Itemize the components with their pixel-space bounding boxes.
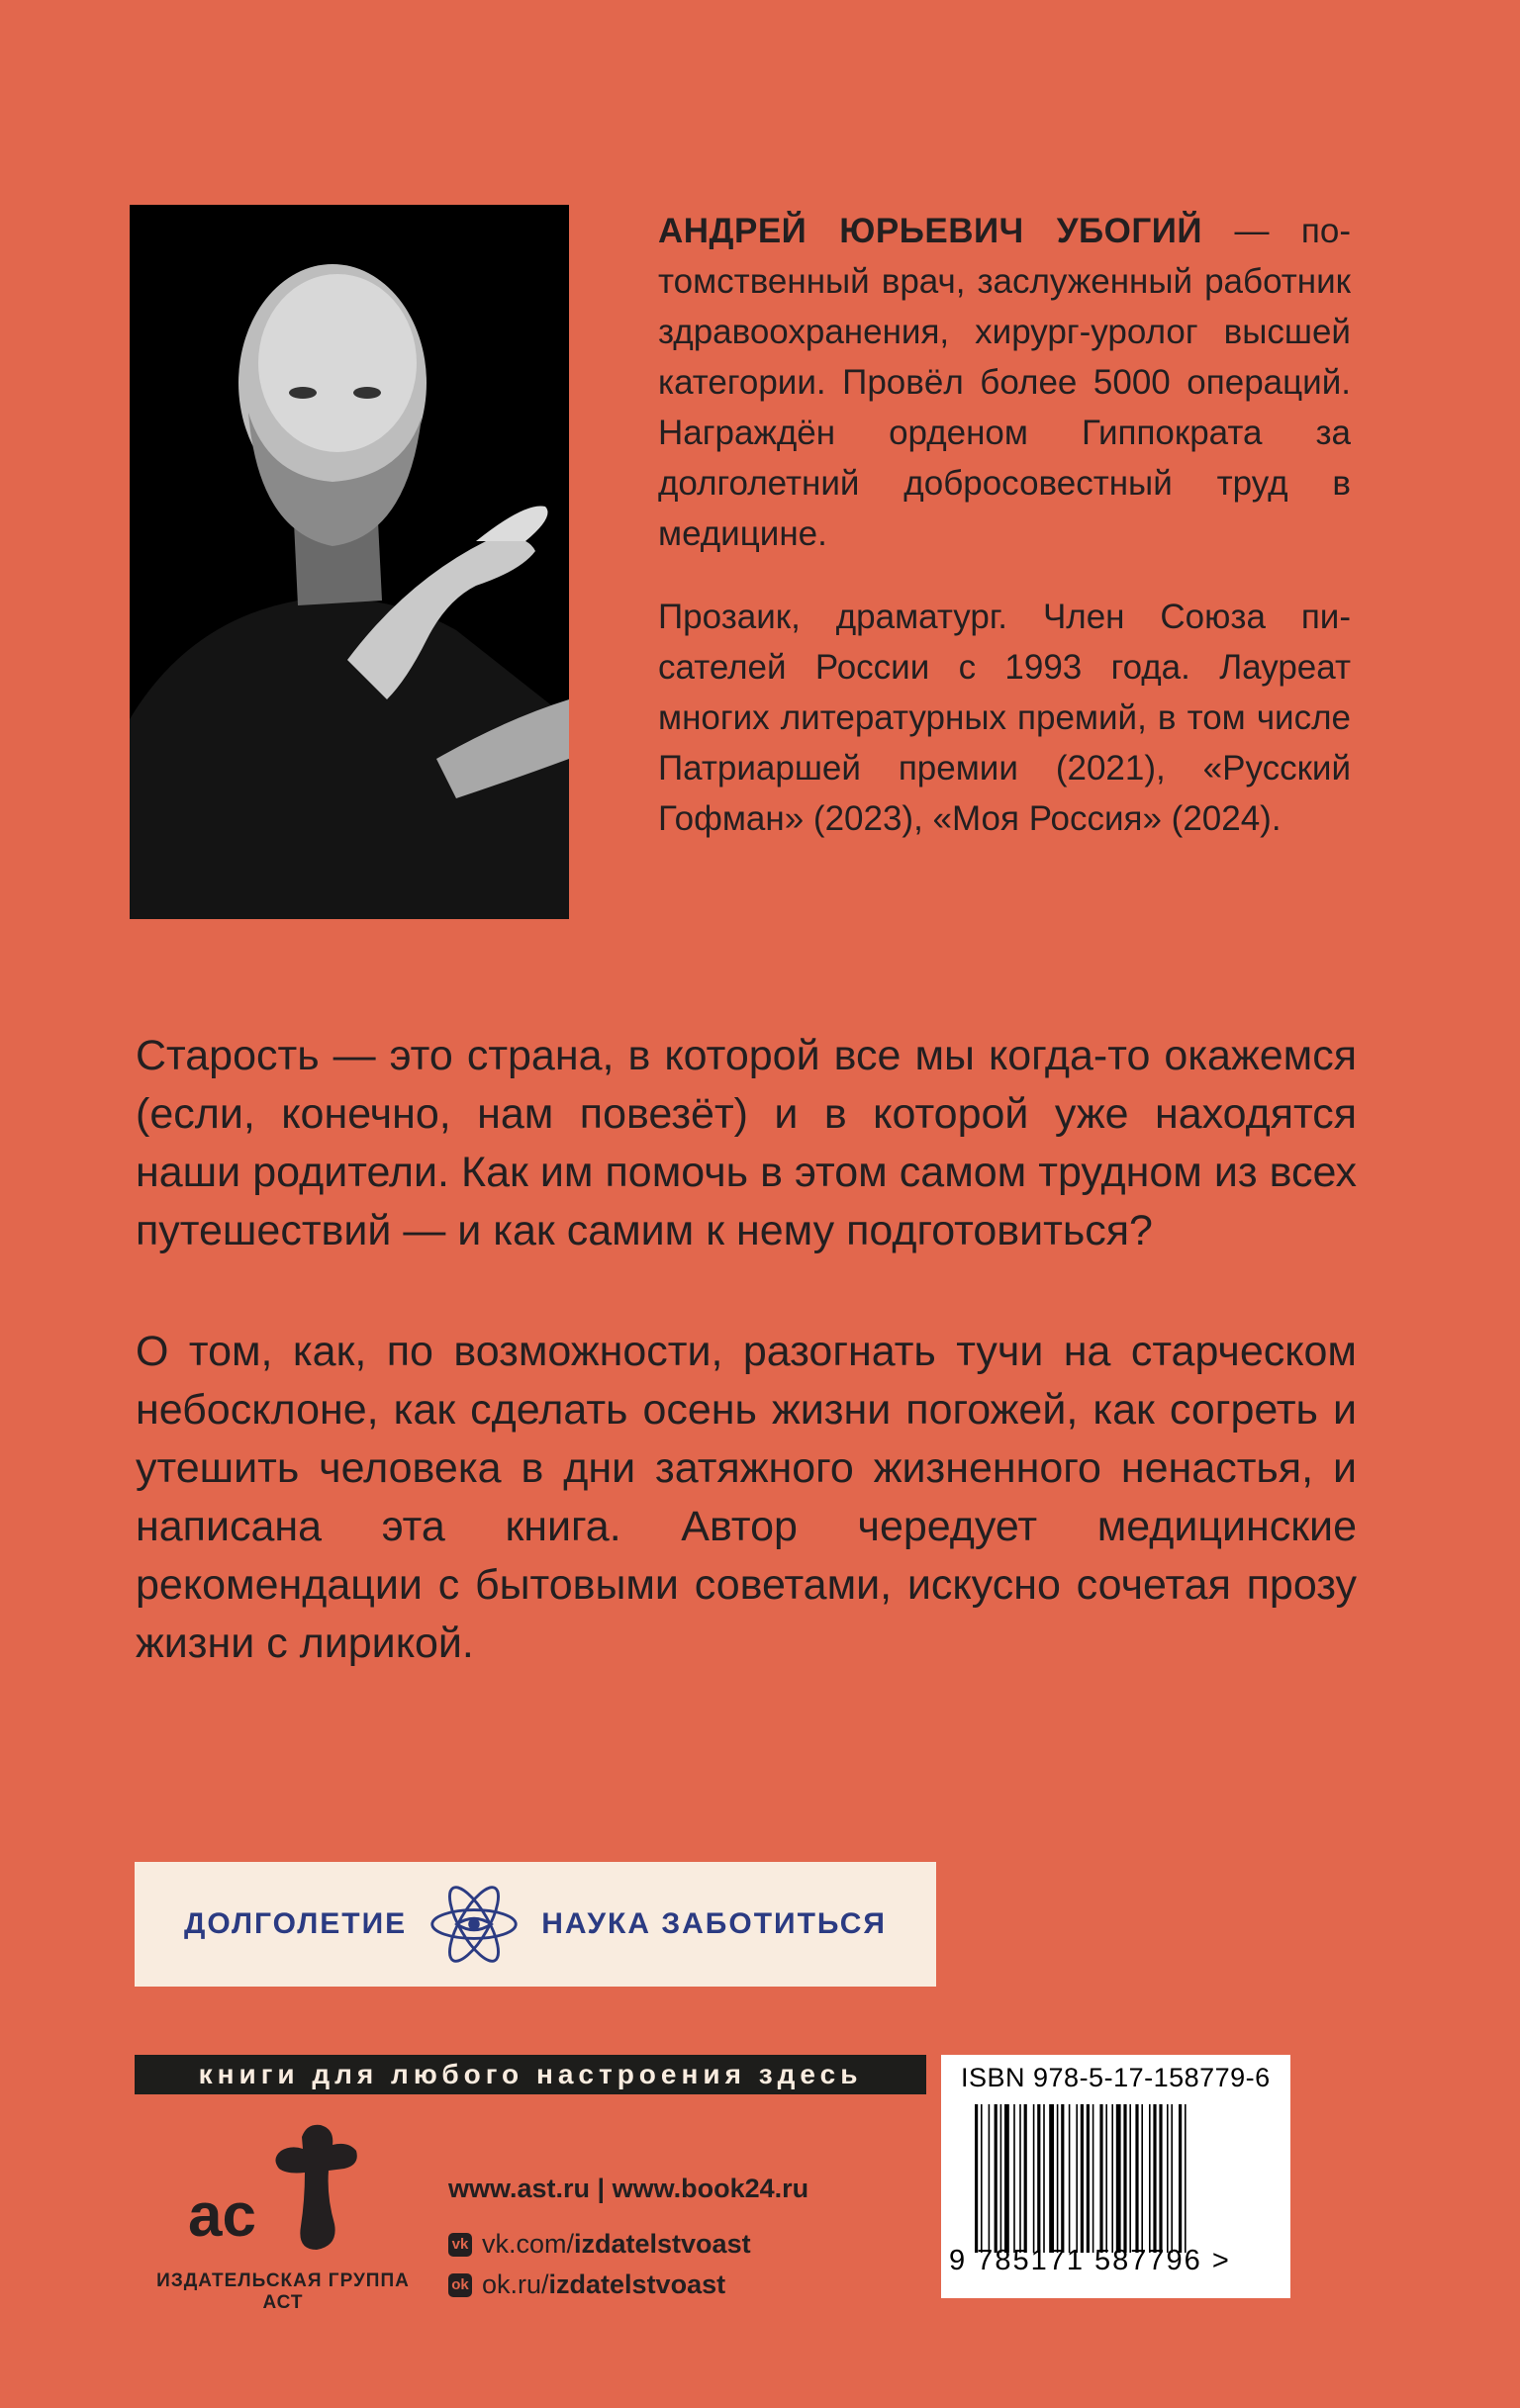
- barcode-bar: [1019, 2104, 1021, 2253]
- publisher-websites[interactable]: www.ast.ru | www.book24.ru: [448, 2174, 809, 2203]
- author-name: АНДРЕЙ ЮРЬЕВИЧ УБОГИЙ: [658, 212, 1203, 250]
- barcode-bar: [1076, 2104, 1078, 2253]
- barcode-bar: [1141, 2104, 1143, 2253]
- ok-prefix: ok.ru/: [482, 2269, 549, 2299]
- barcode-bar: [995, 2104, 998, 2253]
- svg-text:ac: ac: [188, 2181, 256, 2250]
- barcode: [975, 2104, 1272, 2253]
- barcode-bar: [989, 2104, 991, 2253]
- vk-prefix: vk.com/: [482, 2229, 575, 2259]
- barcode-bar: [1153, 2104, 1156, 2253]
- barcode-bar: [1129, 2104, 1131, 2253]
- description-paragraph-2: О том, как, по возможности, разогнать тучи на старческом небосклоне, как сделать осень жизни погожей, как согреть и утешить человека в дни затяжного жизненного ненастья, и написана эта книга. Автор чередует медицинские рекомендации с бытовыми советами, искусно сочетая прозу жизни с лирикой.: [136, 1328, 1357, 1667]
- barcode-bar: [1069, 2104, 1071, 2253]
- description-paragraph-1: Старость — это страна, в которой все мы когда-то окажемся (если, конечно, нам повезёт) и в которой уже находятся наши родители. Как им помочь в этом самом трудном из всех путешествий — и как самим к нему подготовиться?: [136, 1032, 1357, 1254]
- series-banner: [135, 1862, 936, 1987]
- barcode-bar: [1013, 2104, 1015, 2253]
- odnoklassniki-icon: ok: [448, 2273, 472, 2297]
- barcode-bar: [1159, 2104, 1162, 2253]
- isbn-digits: 9 785171 587796 >: [949, 2245, 1231, 2276]
- barcode-bar: [1099, 2104, 1102, 2253]
- vk-icon: vk: [448, 2233, 472, 2257]
- barcode-bar: [975, 2104, 978, 2253]
- barcode-bar: [1149, 2104, 1151, 2253]
- vk-link[interactable]: [448, 2229, 808, 2260]
- barcode-bar: [1037, 2104, 1040, 2253]
- barcode-bar: [1049, 2104, 1054, 2253]
- atom-eye-icon: [427, 1877, 522, 1972]
- barcode-bar: [1123, 2104, 1126, 2253]
- barcode-bar: [1185, 2104, 1187, 2253]
- barcode-bar: [1061, 2104, 1064, 2253]
- publisher-links: [448, 2174, 808, 2310]
- isbn-barcode-box: [941, 2055, 1290, 2298]
- vk-handle: izdatelstvoast: [574, 2229, 751, 2259]
- barcode-bar: [1033, 2104, 1035, 2253]
- ast-logo: [168, 2117, 396, 2266]
- barcode-bar: [1116, 2104, 1121, 2253]
- barcode-bar: [1135, 2104, 1138, 2253]
- barcode-bar: [1057, 2104, 1059, 2253]
- barcode-bar: [1004, 2104, 1009, 2253]
- barcode-bar: [1092, 2104, 1094, 2253]
- author-photo: [130, 205, 569, 919]
- series-label-left: ДОЛГОЛЕТИЕ: [184, 1907, 408, 1940]
- bio-paragraph-1-text: — потомственный врач, заслуженный работник здравоохранения, хирург-уролог высшей категории. Провёл более 5000 операций. Награждён орденом Гиппократа за долголетний добросовестный труд в медицине.: [658, 212, 1351, 553]
- barcode-bar: [1171, 2104, 1173, 2253]
- barcode-bar: [1179, 2104, 1182, 2253]
- ok-link[interactable]: [448, 2269, 808, 2300]
- series-label-right: НАУКА ЗАБОТИТЬСЯ: [541, 1907, 887, 1940]
- ok-handle: izdatelstvoast: [548, 2269, 726, 2299]
- barcode-bar: [1167, 2104, 1169, 2253]
- bio-paragraph-1: [658, 206, 1351, 559]
- barcode-bar: [1081, 2104, 1084, 2253]
- barcode-bar: [981, 2104, 983, 2253]
- tagline-bar: книги для любого настроения здесь: [135, 2055, 926, 2094]
- publisher-name: ИЗДАТЕЛЬСКАЯ ГРУППА АСТ: [156, 2270, 410, 2313]
- bio-paragraph-2: Прозаик, драматург. Член Союза писателей России с 1993 года. Лауреат многих литературных премий, в том числе Патриаршей премии (2021), «Русский Гофман» (2023), «Моя Россия» (2024).: [658, 598, 1351, 838]
- barcode-bar: [1000, 2104, 1002, 2253]
- barcode-bar: [1024, 2104, 1027, 2253]
- barcode-bar: [1043, 2104, 1045, 2253]
- author-bio: [658, 206, 1351, 877]
- barcode-bar: [1111, 2104, 1113, 2253]
- book-description: [136, 1027, 1357, 1735]
- barcode-bar: [1087, 2104, 1090, 2253]
- isbn-label: ISBN 978-5-17-158779-6: [961, 2063, 1271, 2092]
- barcode-bar: [1105, 2104, 1107, 2253]
